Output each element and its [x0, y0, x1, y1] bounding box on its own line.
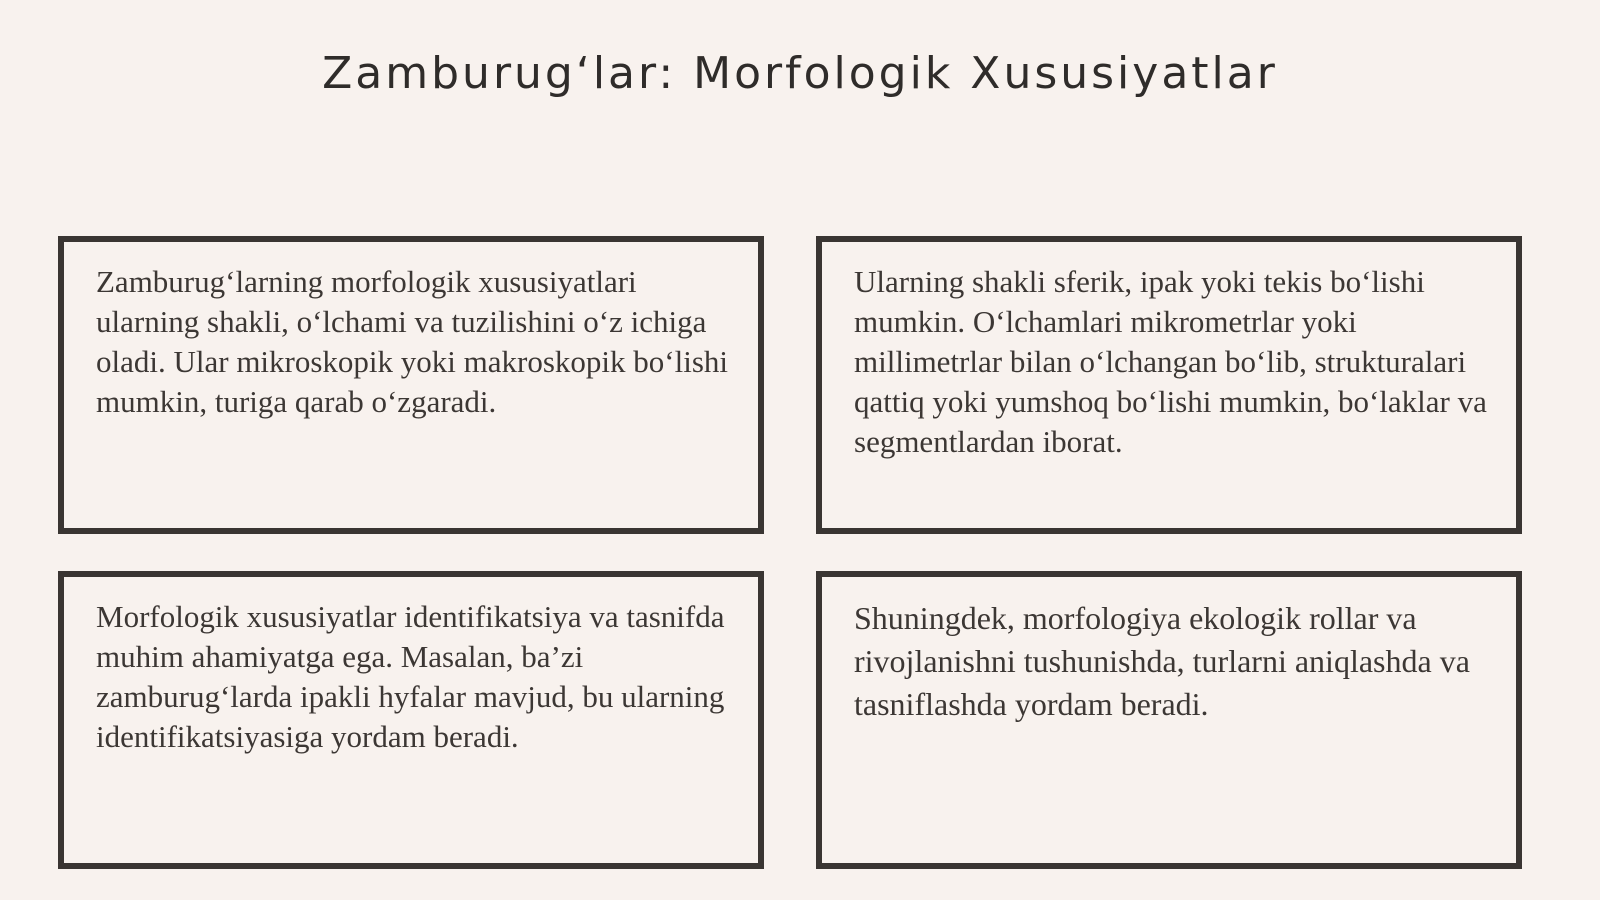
info-card-text: Zamburug‘larning morfologik xususiyatlari ularning shakli, o‘lchami va tuzilishini o‘z ichiga oladi. Ular mikroskopik yoki makroskopik bo‘lishi mumkin, turiga qarab o‘zgaradi.	[96, 264, 729, 419]
slide-title: Zamburug‘lar: Morfologik Xususiyatlar	[322, 48, 1278, 99]
info-card-shape-size	[58, 236, 764, 534]
info-card-structure	[816, 236, 1522, 534]
info-card-text: Shuningdek, morfologiya ekologik rollar va rivojlanishni tushunishda, turlarni aniqlashda va tasniflashda yordam beradi.	[854, 600, 1470, 722]
info-card-text: Morfologik xususiyatlar identifikatsiya va tasnifda muhim ahamiyatga ega. Masalan, ba’zi zamburug‘larda ipakli hyfalar mavjud, bu ularning identifikatsiyasiga yordam beradi.	[96, 599, 725, 754]
info-card-identification	[58, 571, 764, 869]
info-card-text: Ularning shakli sferik, ipak yoki tekis bo‘lishi mumkin. O‘lchamlari mikrometrlar yoki millimetrlar bilan o‘lchangan bo‘lib, strukturalari qattiq yoki yumshoq bo‘lishi mumkin, bo‘laklar va segmentlardan iborat.	[854, 264, 1487, 459]
info-card-ecology	[816, 571, 1522, 869]
